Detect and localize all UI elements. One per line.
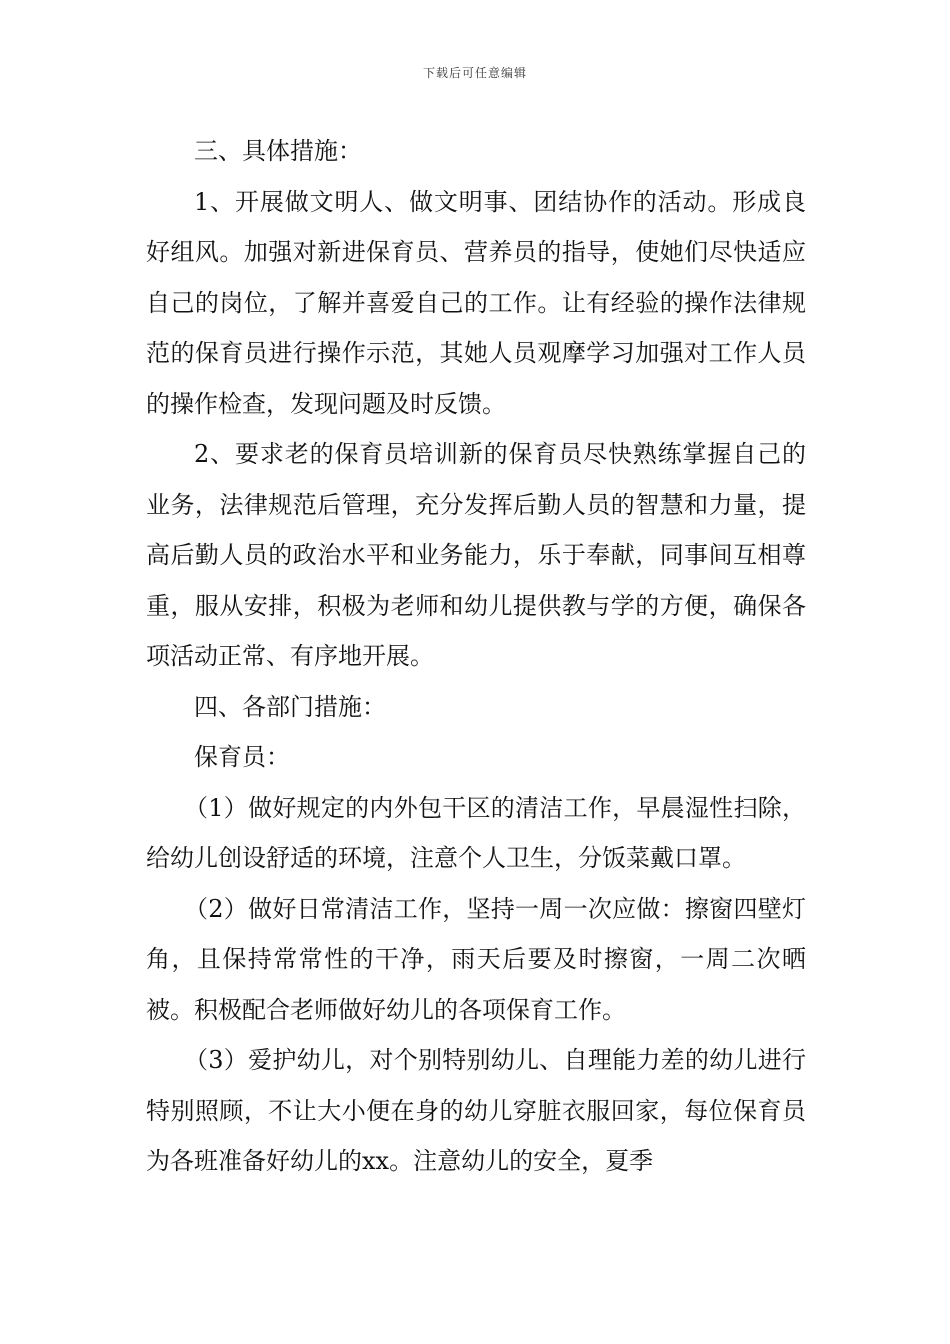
paragraph-item-1: 1、开展做文明人、做文明事、团结协作的活动。形成良好组风。加强对新进保育员、营养员的指导，使她们尽快适应自己的岗位，了解并喜爱自己的工作。让有经验的操作法律规范的保育员进行操作示范，其她人员观摩学习加强对工作人员的操作检查，发现问题及时反馈。 — [146, 187, 806, 418]
paragraph-item-2: 2、要求老的保育员培训新的保育员尽快熟练掌握自己的业务，法律规范后管理，充分发挥后勤人员的智慧和力量，提高后勤人员的政治水平和业务能力，乐于奉献，同事间互相尊重，服从安排，积极为老师和幼儿提供教与学的方便，确保各项活动正常、有序地开展。 — [146, 440, 806, 670]
document-body — [146, 126, 806, 1187]
paragraph-duty-2: （2）做好日常清洁工作，坚持一周一次应做：擦窗四壁灯角，且保持常常性的干净，雨天后要及时擦窗，一周二次晒被。积极配合老师做好幼儿的各项保育工作。 — [146, 894, 806, 1024]
paragraph-duty-1: （1）做好规定的内外包干区的清洁工作，早晨湿性扫除，给幼儿创设舒适的环境，注意个人卫生，分饭菜戴口罩。 — [146, 793, 806, 872]
subheading-nursery-staff: 保育员： — [194, 743, 290, 771]
paragraph-duty-3: （3）爱护幼儿，对个别特别幼儿、自理能力差的幼儿进行特别照顾，不让大小便在身的幼儿穿脏衣服回家，每位保育员为各班准备好幼儿的xx。注意幼儿的安全，夏季 — [146, 1046, 806, 1175]
section-heading-measures: 三、具体措施： — [194, 137, 362, 165]
page-header-note: 下载后可任意编辑 — [422, 66, 527, 80]
section-heading-departments: 四、各部门措施： — [194, 692, 386, 721]
